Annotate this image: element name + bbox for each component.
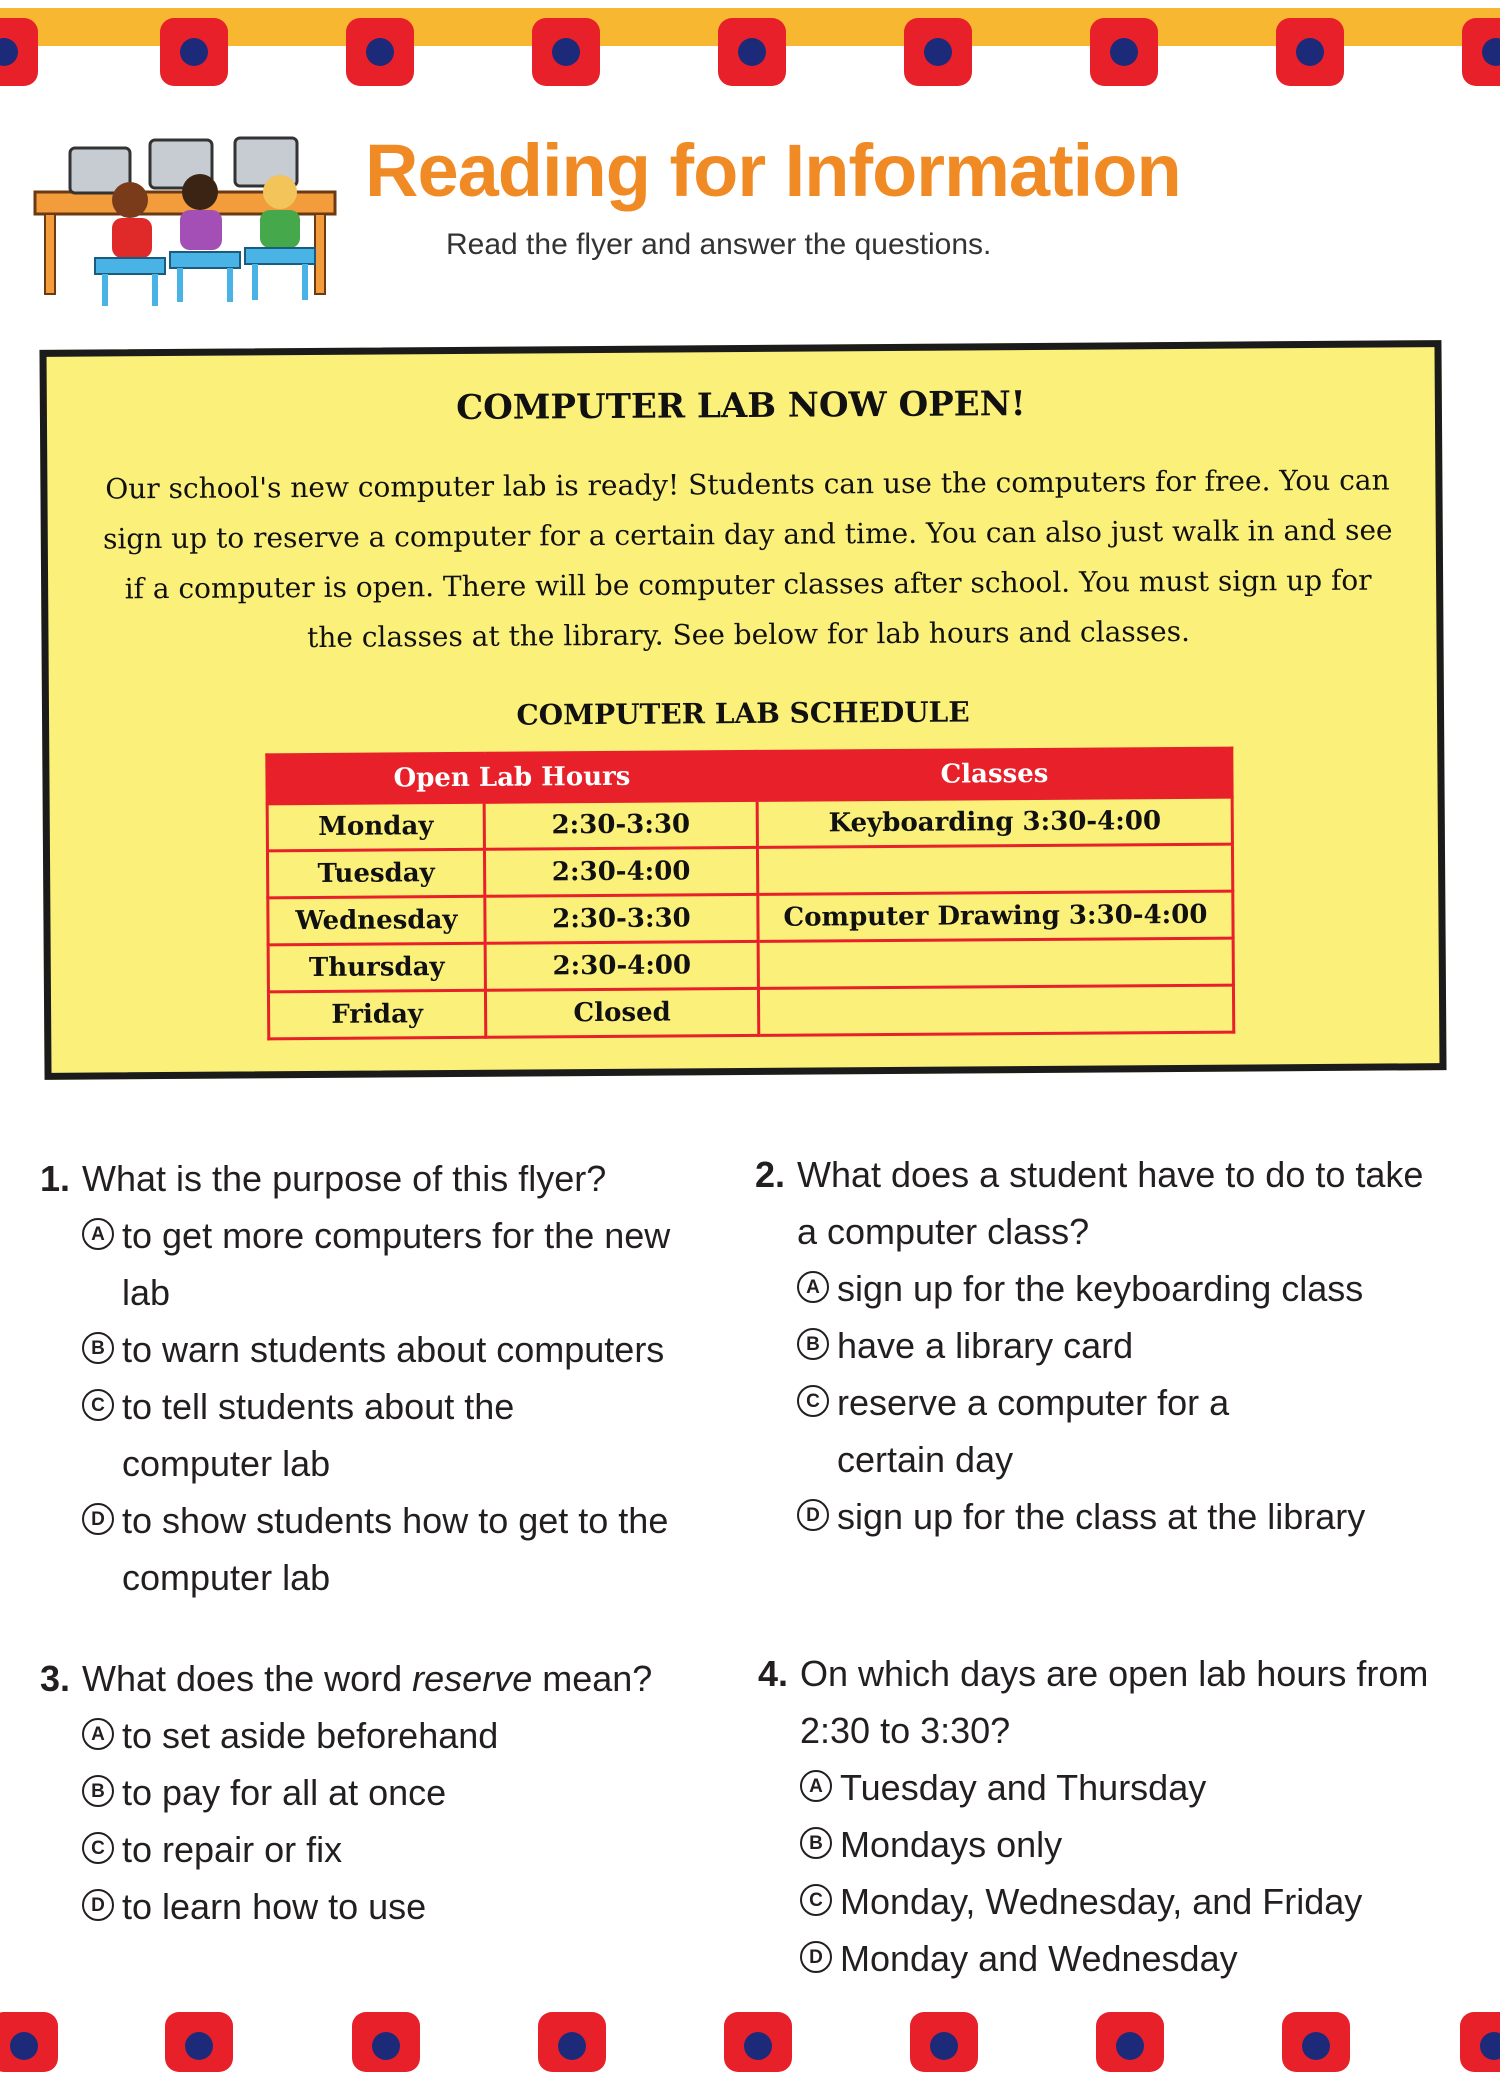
- hours-cell: 2:30-4:00: [485, 941, 758, 990]
- answer-bubble-icon[interactable]: A: [797, 1271, 829, 1303]
- answer-bubble-icon[interactable]: C: [800, 1884, 832, 1916]
- day-cell: Monday: [267, 802, 484, 851]
- students-at-computers-illustration: [30, 130, 340, 310]
- day-cell: Thursday: [268, 943, 485, 992]
- answer-choice-d[interactable]: [82, 1492, 742, 1606]
- top-dot-border: [0, 8, 1500, 96]
- border-dot: [532, 18, 600, 86]
- answer-choice-d[interactable]: [800, 1930, 1480, 1987]
- flyer-body: Our school's new computer lab is ready! Students can use the computers for free. You can sign up to reserve a computer for a certain day and time. You can also just walk in and see if a computer is open. There will be computer classes after school. You must sign up for the classes at the library. See below for lab hours and classes.: [102, 463, 1393, 655]
- answer-bubble-icon[interactable]: C: [82, 1389, 114, 1421]
- instructions: Read the flyer and answer the questions.: [446, 228, 992, 261]
- choice-text: to get more computers for the new lab: [122, 1215, 671, 1313]
- day-cell: Tuesday: [267, 849, 484, 898]
- answer-choice-b[interactable]: [82, 1764, 742, 1821]
- flyer-heading: COMPUTER LAB NOW OPEN!: [455, 384, 1026, 428]
- schedule-header-row: [267, 748, 1232, 804]
- choice-text: Monday and Wednesday: [840, 1938, 1238, 1979]
- column-header: Classes: [757, 748, 1232, 800]
- border-dot: [1282, 2012, 1350, 2072]
- question-text: On which days are open lab hours from 2:30 to 3:30?: [800, 1653, 1429, 1751]
- choice-text: Mondays only: [840, 1824, 1063, 1865]
- border-dot: [165, 2012, 233, 2072]
- schedule-title: COMPUTER LAB SCHEDULE: [516, 695, 970, 732]
- question-4: [758, 1645, 1480, 1987]
- answer-bubble-icon[interactable]: A: [82, 1218, 114, 1250]
- choice-text: to pay for all at once: [122, 1772, 447, 1813]
- schedule-table: [265, 747, 1235, 1041]
- answer-choice-b[interactable]: [800, 1816, 1480, 1873]
- class-cell: Keyboarding 3:30-4:00: [757, 797, 1232, 847]
- border-dot: [352, 2012, 420, 2072]
- class-cell: [758, 985, 1233, 1035]
- answer-choice-c[interactable]: [82, 1378, 742, 1492]
- choice-text: sign up for the keyboarding class: [837, 1268, 1364, 1309]
- class-cell: Computer Drawing 3:30-4:00: [758, 891, 1233, 941]
- column-header: Open Lab Hours: [267, 751, 757, 803]
- emphasized-word: reserve: [412, 1658, 533, 1699]
- border-dot: [1462, 18, 1500, 86]
- border-dot: [0, 2012, 58, 2072]
- choice-text: Monday, Wednesday, and Friday: [840, 1881, 1363, 1922]
- choice-text: Tuesday and Thursday: [840, 1767, 1207, 1808]
- answer-choice-a[interactable]: [800, 1759, 1480, 1816]
- answer-choice-d[interactable]: [797, 1488, 1457, 1545]
- border-dot: [724, 2012, 792, 2072]
- class-cell: [758, 938, 1233, 988]
- choice-text: to set aside beforehand: [122, 1715, 499, 1756]
- table-row: [268, 891, 1233, 945]
- table-row: [267, 844, 1232, 898]
- day-cell: Wednesday: [268, 896, 485, 945]
- answer-choice-a[interactable]: [82, 1707, 742, 1764]
- day-cell: Friday: [268, 990, 485, 1039]
- border-dot: [1096, 2012, 1164, 2072]
- answer-bubble-icon[interactable]: A: [800, 1770, 832, 1802]
- answer-choice-c[interactable]: [82, 1821, 742, 1878]
- class-cell: [757, 844, 1232, 894]
- question-1: [40, 1150, 742, 1606]
- choice-text: reserve a computer for a certain day: [837, 1382, 1230, 1480]
- hours-cell: 2:30-4:00: [484, 847, 757, 896]
- question-number: 3.: [40, 1658, 71, 1699]
- answer-choice-a[interactable]: [797, 1260, 1457, 1317]
- border-dot: [538, 2012, 606, 2072]
- choice-text: to learn how to use: [122, 1886, 427, 1927]
- answer-choice-c[interactable]: [800, 1873, 1480, 1930]
- border-dot: [718, 18, 786, 86]
- border-dot: [160, 18, 228, 86]
- hours-cell: Closed: [485, 988, 758, 1037]
- choice-text: to repair or fix: [122, 1829, 343, 1870]
- question-text: What is the purpose of this flyer?: [82, 1158, 607, 1199]
- flyer: [39, 340, 1446, 1080]
- question-text: What does a student have to do to take a computer class?: [797, 1154, 1424, 1252]
- answer-bubble-icon[interactable]: C: [797, 1385, 829, 1417]
- answer-choice-b[interactable]: [82, 1321, 742, 1378]
- border-dot: [1276, 18, 1344, 86]
- question-text: What does the word reserve mean?: [82, 1658, 653, 1699]
- border-dot: [904, 18, 972, 86]
- choice-text: to tell students about the computer lab: [122, 1386, 515, 1484]
- border-dot: [1090, 18, 1158, 86]
- question-number: 4.: [758, 1653, 789, 1694]
- answer-bubble-icon[interactable]: D: [82, 1503, 114, 1535]
- border-dot: [346, 18, 414, 86]
- border-dot: [910, 2012, 978, 2072]
- answer-choice-a[interactable]: [82, 1207, 742, 1321]
- question-number: 2.: [755, 1154, 786, 1195]
- page-title: Reading for Information: [365, 129, 1181, 212]
- answer-choice-c[interactable]: [797, 1374, 1457, 1488]
- answer-bubble-icon[interactable]: D: [797, 1499, 829, 1531]
- table-row: [268, 985, 1233, 1039]
- question-2: [755, 1146, 1457, 1545]
- answer-bubble-icon[interactable]: D: [800, 1941, 832, 1973]
- bottom-dot-border: [0, 2012, 1500, 2100]
- choice-text: sign up for the class at the library: [837, 1496, 1366, 1537]
- answer-bubble-icon[interactable]: C: [82, 1832, 114, 1864]
- answer-bubble-icon[interactable]: B: [82, 1775, 114, 1807]
- question-3: [40, 1650, 742, 1935]
- answer-bubble-icon[interactable]: B: [82, 1332, 114, 1364]
- border-dot: [0, 18, 38, 86]
- choice-text: to warn students about computers: [122, 1329, 665, 1370]
- question-number: 1.: [40, 1158, 71, 1199]
- table-row: [268, 938, 1233, 992]
- answer-bubble-icon[interactable]: A: [82, 1718, 114, 1750]
- choice-text: have a library card: [837, 1325, 1134, 1366]
- table-row: [267, 797, 1232, 851]
- answer-bubble-icon[interactable]: B: [797, 1328, 829, 1360]
- answer-choice-d[interactable]: [82, 1878, 742, 1935]
- answer-choice-b[interactable]: [797, 1317, 1457, 1374]
- hours-cell: 2:30-3:30: [485, 894, 758, 943]
- answer-bubble-icon[interactable]: D: [82, 1889, 114, 1921]
- choice-text: to show students how to get to the computer lab: [122, 1500, 669, 1598]
- border-dot: [1460, 2012, 1500, 2072]
- hours-cell: 2:30-3:30: [484, 800, 757, 849]
- answer-bubble-icon[interactable]: B: [800, 1827, 832, 1859]
